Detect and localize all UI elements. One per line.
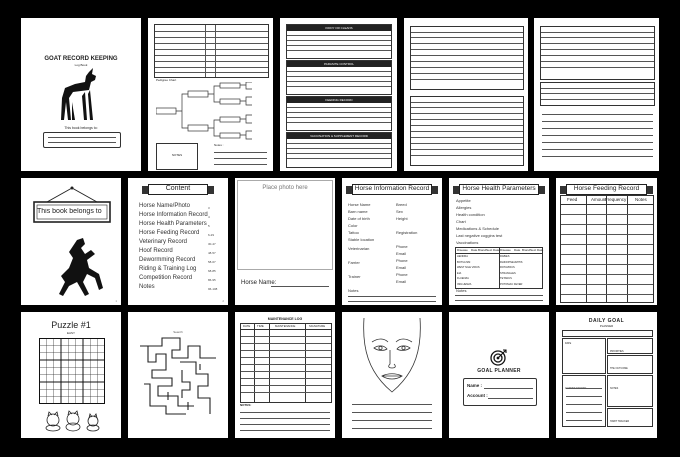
pedigree-label: Pedigree Chart: [156, 78, 177, 82]
page-maze: [128, 312, 228, 438]
table-kidding: KIDDY OR CLEANS: [286, 24, 392, 59]
page-maintenance: [235, 312, 335, 438]
page-records: [280, 18, 397, 171]
breeding-table-b: [540, 82, 655, 106]
cats-illustration-icon: [43, 410, 103, 432]
page-photo: [235, 178, 335, 305]
maintenance-table: DATE TIME MAINTENANCE SIGNATURE: [240, 323, 332, 403]
hanging-sign-icon: [29, 186, 115, 226]
page-pedigree: [148, 18, 273, 171]
page-breeding-1: [404, 18, 528, 171]
feeding-table: Feed Amount Frequency Notes: [560, 195, 654, 303]
contents-banner: [142, 184, 214, 195]
page-horse-cover: [21, 178, 121, 305]
notes-box[interactable]: NOTES: [156, 143, 198, 170]
health-banner: Horse Health Parameters: [453, 184, 545, 195]
photo-placeholder: Place photo here: [262, 185, 308, 191]
goal-info-box[interactable]: Name : Account :: [463, 378, 537, 406]
page-breeding-2: [534, 18, 659, 171]
sudoku-grid[interactable]: [39, 338, 105, 404]
daily-goal-sub: PLANNER: [599, 324, 614, 328]
face-outline-icon: [350, 318, 434, 398]
puzzle-title: Puzzle #1: [51, 320, 91, 330]
maze-icon[interactable]: [138, 336, 218, 416]
breeding-table-a: [540, 26, 655, 80]
maintenance-notes-label: NOTES:: [240, 403, 252, 407]
page-number: 1: [115, 299, 117, 303]
page-sudoku: [21, 312, 121, 438]
puzzle-level: EASY: [66, 331, 75, 335]
info-table: [154, 24, 269, 78]
rearing-horse-icon: [55, 238, 105, 298]
contents-title: Content: [165, 185, 191, 192]
table-feeding: FEEDING RECORD: [286, 96, 392, 131]
cover-title: GOAT RECORD KEEPING: [44, 56, 118, 62]
page-daily-goal: DAILY GOAL PLANNER DATE PRIORITIES THE OUTCOME ACTIONS NEEDED NOTES HABIT TRACKER: [556, 312, 657, 438]
feeding-banner: Horse Feeding Record: [560, 184, 653, 195]
target-icon: [490, 348, 508, 366]
goat-silhouette-icon: [59, 68, 103, 124]
page-horse-info: Horse Information Record Horse Name Barn name Date of birth Color Tattoo Stable location Veterinarian Farrier Trainer Notes Breed Sex Height Registration Phone Email Phone Email Phone Email: [342, 178, 442, 305]
cover-subtitle: Log Book: [74, 63, 88, 67]
info-banner: Horse Information Record: [346, 184, 438, 195]
breeding-table-bottom: [410, 96, 524, 166]
page-goat-cover: [21, 18, 141, 171]
table-parasite: PARASITE CONTROL: [286, 60, 392, 95]
vaccination-table: Disease Date Brand Next Date Disease Date Brand Next Date HENDRA BOTULISM WEST NILE VIRUS EIA FLUENZA INFLUENZA RABIES RHINOPNEUMITIS ROTAVIRUS STRANGLES TETANUS POTOMAC FEVER: [455, 247, 543, 289]
page-goal-planner: [449, 312, 549, 438]
page-face-chart: [342, 312, 442, 438]
page-feeding: [556, 178, 657, 305]
goal-planner-title: GOAL PLANNER: [477, 368, 521, 374]
table-vaccination: VACCINATION & SUPPLEMENT RECORD: [286, 132, 392, 168]
belongs-label: This book belongs to:: [64, 126, 98, 130]
breeding-table-top: [410, 26, 524, 90]
horse-name-label: Horse Name:: [241, 280, 277, 286]
page-health: Horse Health Parameters Appetite Allergies Health condition Chart Medications & Schedule Last negative coggins test Vaccinations Disease Date Brand Next Date Disease Date Brand Next Date HENDRA BOTULISM WEST NILE VIRUS EIA FLUENZA INFLUENZA RABIES RHINOPNEUMITIS ROTAVIRUS STRANGLES TETANUS POTOMAC FEVER Notes: [449, 178, 549, 305]
page-contents: Content Horse Name/Photo Horse Information Record Horse Health Parameters Horse Feeding Record Veterinary Record Hoof Record Dewormming Record Riding & Training Log Competition Record Notes 3 4 5 6-29 30-47 48-57 58-67 68-85 86-95 96-108 2: [128, 178, 228, 305]
maze-label: Search: [173, 330, 183, 334]
sign-text: This book belongs to: [37, 208, 102, 215]
notes2-label: Notes :: [214, 143, 224, 147]
belongs-box[interactable]: [43, 132, 121, 148]
pedigree-tree: [156, 82, 266, 142]
photo-frame[interactable]: [237, 180, 333, 270]
daily-goal-title: DAILY GOAL: [588, 318, 625, 324]
maintenance-title: MAINTENANCE LOG: [267, 317, 303, 321]
contents-pages: 3 4 5 6-29 30-47 48-57 58-67 68-85 86-95 96-108: [208, 206, 218, 291]
